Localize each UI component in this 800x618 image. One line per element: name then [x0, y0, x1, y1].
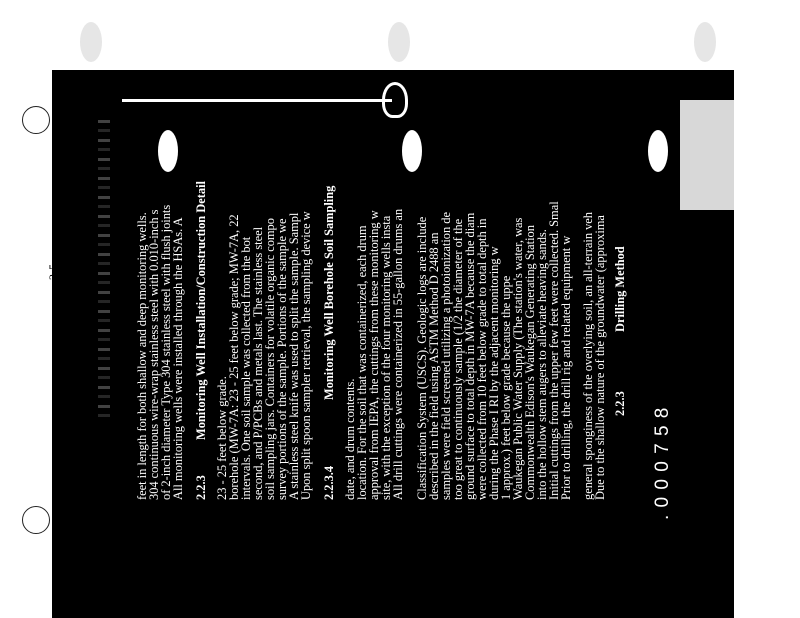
- scan-edge-strip: [680, 100, 734, 210]
- text-line: samples were field screened utilizing a photoionization de: [439, 212, 453, 500]
- binder-hole-lower: [22, 506, 50, 534]
- text-line: ground surface to total depth in MW-7A because the diam: [463, 212, 477, 500]
- text-line: site, with the exception of the four monitoring wells insta: [379, 215, 393, 500]
- text-line: Due to the shallow nature of the groundwater (approxima: [593, 215, 607, 500]
- section-title: Drilling Method: [613, 246, 627, 332]
- text-line: Initial cuttings from the upper few feet were collected. Smal: [547, 201, 561, 500]
- text-line: general sponginess of the overlying soil, an all-terrain veh: [581, 212, 595, 500]
- text-line: borehole (MW-7A: 23 - 25 feet below grade; MW-7A, 22: [227, 214, 241, 500]
- scan-noise: [98, 120, 110, 420]
- text-line: intervals. One soil sample was collected from the bot: [239, 236, 253, 500]
- document-id: . 0 0 0 7 5 8: [652, 406, 673, 520]
- text-line: 23 - 25 feet below grade.: [215, 376, 229, 500]
- text-line: All monitoring wells were installed through the HSAs. A: [171, 217, 185, 500]
- text-line: described in the field using ASTM Method D 2488 an: [427, 232, 441, 500]
- text-line: date, and drum contents.: [343, 378, 357, 500]
- text-line: survey portions of the sample. Portions of the sample we: [275, 218, 289, 500]
- section-title: Monitoring Well Installation/Construction Detail: [194, 181, 208, 440]
- text-line: approval from IEPA, the cuttings from these monitoring w: [367, 210, 381, 500]
- text-line: were collected from 10 feet below grade to total depth in: [475, 218, 489, 500]
- section-title: Monitoring Well Borehole Soil Sampling: [322, 185, 336, 400]
- rotated-text-block: [46, 20, 680, 520]
- text-line: during the Phase I RI by the adjacent monitoring w: [487, 246, 501, 500]
- punch-hole-top-left: [80, 22, 102, 62]
- text-line: 304 continuous wire-wrap stainless steel with 0.010-inch s: [147, 209, 161, 500]
- text-line: of 2-inch diameter Type 304 stainless steel with flush joints: [159, 204, 173, 500]
- text-line: into the hollow stem augers to alleviate heaving sands.: [535, 229, 549, 500]
- text-line: All drill cuttings were containerized in 55-gallon drums an: [391, 208, 405, 500]
- section-number: 2.2.3.4: [322, 465, 336, 500]
- text-line: Upon split spoon sampler retrieval, the sampling device w: [299, 211, 313, 500]
- section-number: 2.2.3: [194, 475, 208, 500]
- text-line: too great to continuously sample (1/2 the diameter of the: [451, 218, 465, 500]
- text-line: Prior to drilling, the drill rig and related equipment w: [559, 235, 573, 500]
- text-line: A stainless steel knife was used to split the sample. Sampl: [287, 212, 301, 500]
- text-line: Commonwealth Edison's Waukegan Generating Station: [523, 225, 537, 500]
- text-line: soil sampling jars. Containers for volatile organic compo: [263, 218, 277, 500]
- text-line: Classification System (USCS). Geologic logs are include: [415, 216, 429, 500]
- punch-hole-top-right: [694, 22, 716, 62]
- text-line: Waukegan Public Water Supply (The station's water, was: [511, 217, 525, 500]
- section-number: 2.2.3: [613, 391, 627, 416]
- text-line: location. For the soil that was containerized, each drum: [355, 225, 369, 500]
- text-line: 1 approx.) feet below grade because the uppe: [499, 275, 513, 500]
- binder-hole-upper: [22, 106, 50, 134]
- text-line: feet in length for both shallow and deep monitoring wells.: [135, 212, 149, 500]
- page-number: 2-5: [46, 264, 60, 280]
- text-line: second, and P/PCBs and metals last. The stainless steel: [251, 226, 265, 500]
